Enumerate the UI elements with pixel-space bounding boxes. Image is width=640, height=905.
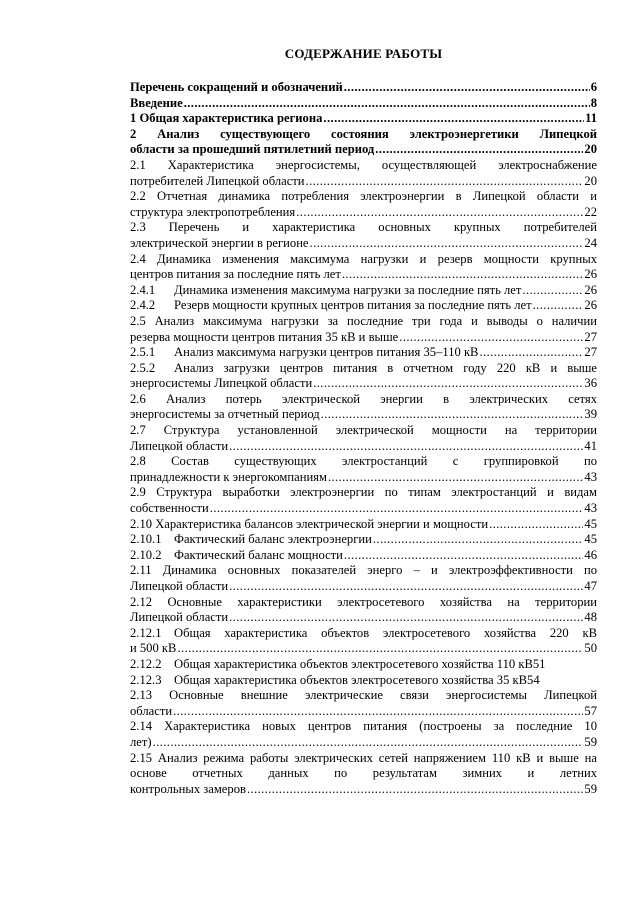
- toc-entry-line: [130, 782, 597, 798]
- toc-entry-title: Фактический баланс электроэнергии: [174, 532, 372, 547]
- toc-page-number: 8: [590, 95, 597, 110]
- toc-entry: [130, 532, 597, 548]
- toc-entry: [130, 563, 597, 594]
- toc-entry-number: 2.4.1: [130, 282, 156, 297]
- dot-leader: [328, 470, 583, 486]
- dot-leader: [313, 376, 583, 392]
- toc-page-number: 59: [584, 734, 597, 749]
- toc-entry-text: Анализ загрузки центров питания в отчетном году 220 кВ и выше: [174, 360, 597, 375]
- toc-page-number: 57: [584, 703, 597, 718]
- toc-entry-text: 2.8 Состав существующих электростанций с группировкой по: [130, 454, 597, 469]
- toc-page-number: 43: [584, 501, 597, 516]
- toc-entry: [130, 423, 597, 454]
- toc-page-number: 27: [584, 345, 597, 360]
- dot-leader: [533, 298, 584, 314]
- dot-leader: [399, 330, 583, 346]
- toc-entry-text: 2.1 Характеристика энергосистемы, осуществляющей электроснабжение: [130, 157, 597, 172]
- dot-leader: [177, 641, 583, 657]
- dot-leader: [153, 735, 584, 751]
- toc-entry-number: 2.4.2: [130, 298, 156, 313]
- toc-entry-line: [130, 673, 597, 689]
- toc-page-number: 46: [584, 547, 597, 562]
- toc-entry-line: [130, 532, 597, 548]
- dot-leader: [375, 142, 583, 158]
- toc-entry-lead: [130, 751, 597, 782]
- toc-entry-lead: [130, 563, 597, 579]
- dot-leader: [173, 704, 583, 720]
- toc-page-number: 11: [585, 111, 597, 126]
- dot-leader: [310, 236, 584, 252]
- toc-entry-line: [130, 517, 597, 533]
- toc-entry: [130, 283, 597, 299]
- toc-entry-line: [130, 407, 597, 423]
- toc-page-number: 51: [532, 656, 546, 671]
- toc-entry: [130, 595, 597, 626]
- toc-entry: [130, 454, 597, 485]
- toc-entry-lead: [130, 220, 597, 236]
- toc-entry: [130, 517, 597, 533]
- toc-entry-number: 2.12.2: [130, 656, 162, 671]
- toc-entry-number: 2.10.2: [130, 547, 162, 562]
- toc-page-number: 27: [584, 329, 597, 344]
- toc-entry: [130, 673, 597, 689]
- dot-leader: [321, 407, 584, 423]
- page-title: СОДЕРЖАНИЕ РАБОТЫ: [284, 46, 443, 61]
- toc-entry-lead: [130, 361, 597, 377]
- toc-page-number: 43: [584, 469, 597, 484]
- toc-entry-title: Введение: [130, 95, 183, 110]
- dot-leader: [342, 267, 584, 283]
- toc-entry-title: Резерв мощности крупных центров питания за последние пять лет: [174, 298, 532, 313]
- dot-leader: [323, 111, 584, 127]
- toc-entry-text: 2.3 Перечень и характеристика основных крупных потребителей: [130, 220, 597, 235]
- toc-entry-text: Общая характеристика объектов электросетевого хозяйства 220 кВ: [174, 625, 597, 640]
- toc-entry-line: [130, 641, 597, 657]
- toc-entry-number: 2.5.2: [130, 360, 156, 375]
- toc-entry-title: структура электропотребления: [130, 204, 296, 219]
- toc-entry-lead: [130, 127, 597, 143]
- toc-page-number: 6: [590, 80, 597, 94]
- toc-entry-line: [130, 501, 597, 517]
- toc-entry-lead: [130, 485, 597, 501]
- toc-entry-line: [130, 610, 597, 626]
- dot-leader: [184, 96, 590, 112]
- toc-entry-line: [130, 142, 597, 158]
- toc-entry-title: центров питания за последние пять лет: [130, 267, 341, 282]
- dot-leader: [247, 782, 583, 798]
- toc-page-number: 26: [584, 298, 597, 313]
- toc-entry-number: 2.12.3: [130, 672, 162, 687]
- toc-page-number: 59: [584, 781, 597, 796]
- toc-page-number: 36: [584, 376, 597, 391]
- toc-page-number: 47: [584, 579, 597, 593]
- dot-leader: [344, 548, 583, 564]
- toc-entry: [130, 688, 597, 719]
- toc-entry-title: собственности: [130, 501, 209, 516]
- toc-entry-number: 2.10.1: [130, 532, 162, 547]
- dot-leader: [229, 439, 583, 455]
- dot-leader: [373, 532, 584, 548]
- toc-entry-title: Липецкой области: [130, 610, 229, 625]
- table-of-contents: [130, 80, 597, 797]
- toc-page-number: 45: [584, 532, 597, 547]
- toc-entry-title: области за прошедший пятилетний период: [130, 142, 375, 157]
- dot-leader: [296, 205, 583, 221]
- toc-entry-line: [130, 735, 597, 751]
- toc-page-number: 41: [584, 438, 597, 453]
- toc-entry-lead: [130, 314, 597, 330]
- toc-entry-title: Перечень сокращений и обозначений: [130, 80, 343, 94]
- toc-page-number: 26: [584, 267, 597, 282]
- toc-entry-line: [130, 205, 597, 221]
- toc-entry: [130, 314, 597, 345]
- toc-entry-title: контрольных замеров: [130, 781, 246, 796]
- toc-entry: [130, 548, 597, 564]
- toc-entry: [130, 392, 597, 423]
- toc-page-number: 39: [584, 407, 597, 422]
- dot-leader: [306, 174, 584, 190]
- toc-entry-line: [130, 439, 597, 455]
- toc-entry-line: [130, 80, 597, 96]
- toc-entry-line: [130, 704, 597, 720]
- toc-entry-line: [130, 345, 597, 361]
- toc-entry-title: Динамика изменения максимума нагрузки за последние пять лет: [174, 282, 522, 297]
- toc-page-number: 22: [584, 204, 597, 219]
- toc-entry-line: [130, 267, 597, 283]
- toc-entry-line: [130, 548, 597, 564]
- toc-entry-lead: [130, 688, 597, 704]
- toc-entry-title: лет): [130, 734, 152, 749]
- dot-leader: [489, 517, 583, 533]
- toc-entry-line: [130, 283, 597, 299]
- toc-entry: [130, 252, 597, 283]
- toc-entry: [130, 158, 597, 189]
- toc-entry-title: потребителей Липецкой области: [130, 173, 305, 188]
- toc-entry-number: 2.5.1: [130, 345, 156, 360]
- dot-leader: [344, 80, 590, 96]
- toc-entry-text: 2 Анализ существующего состояния электроэнергетики Липецкой: [130, 126, 597, 141]
- toc-entry-title: области: [130, 703, 173, 718]
- toc-entry-lead: [130, 189, 597, 205]
- toc-entry-title: 1 Общая характеристика региона: [130, 111, 323, 126]
- toc-entry-title: энергосистемы Липецкой области: [130, 376, 313, 391]
- toc-entry-text: 2.5 Анализ максимума нагрузки за последние три года и выводы о наличии: [130, 313, 597, 328]
- toc-entry-lead: [130, 423, 597, 439]
- toc-entry-line: [130, 111, 597, 127]
- toc-entry: [130, 657, 597, 673]
- toc-page-number: 45: [584, 516, 597, 531]
- toc-entry-text: 2.14 Характеристика новых центров питания (построены за последние 10: [130, 719, 597, 734]
- toc-entry: [130, 80, 597, 96]
- toc-entry-lead: [130, 392, 597, 408]
- toc-entry-line: [130, 376, 597, 392]
- toc-page-number: 26: [584, 282, 597, 297]
- toc-page-number: 20: [584, 142, 597, 157]
- toc-entry-title: Общая характеристика объектов электросетевого хозяйства 110 кВ: [174, 656, 533, 671]
- toc-entry-title: 2.10 Характеристика балансов электрической энергии и мощности: [130, 516, 489, 531]
- toc-entry: [130, 485, 597, 516]
- toc-entry-title: Липецкой области: [130, 579, 229, 593]
- toc-entry-title: энергосистемы за отчетный период: [130, 407, 320, 422]
- toc-entry-text: 2.6 Анализ потерь электрической энергии в электрических сетях: [130, 391, 597, 406]
- dot-leader: [522, 283, 583, 299]
- dot-leader: [229, 610, 583, 626]
- toc-entry-text: 2.15 Анализ режима работы электрических сетей напряжением 110 кВ и выше на основе отчетных данных по результатам зимних и летних: [130, 750, 597, 781]
- toc-entry-text: 2.12 Основные характеристики электросетевого хозяйства на территории: [130, 594, 597, 609]
- toc-entry-lead: [130, 252, 597, 268]
- toc-entry: [130, 719, 597, 750]
- toc-entry-text: 2.2 Отчетная динамика потребления электроэнергии в Липецкой области и: [130, 189, 597, 204]
- toc-entry-text: 2.4 Динамика изменения максимума нагрузки и резерв мощности крупных: [130, 251, 597, 266]
- toc-entry-number: 2.12.1: [130, 625, 162, 640]
- toc-page-number: 50: [584, 641, 597, 656]
- toc-entry: [130, 96, 597, 112]
- toc-page-number: 24: [584, 235, 597, 250]
- toc-entry: [130, 361, 597, 392]
- toc-entry-text: 2.13 Основные внешние электрические связи энергосистемы Липецкой: [130, 688, 597, 703]
- toc-entry: [130, 298, 597, 314]
- toc-entry: [130, 111, 597, 127]
- toc-entry: [130, 220, 597, 251]
- toc-page-number: 20: [584, 173, 597, 188]
- toc-entry-lead: [130, 595, 597, 611]
- toc-entry-text: 2.9 Структура выработки электроэнергии по типам электростанций и видам: [130, 485, 597, 500]
- toc-entry-title: Фактический баланс мощности: [174, 547, 343, 562]
- toc-entry: [130, 626, 597, 657]
- toc-entry-line: [130, 470, 597, 486]
- toc-entry-title: Анализ максимума нагрузки центров питания 35–110 кВ: [174, 345, 479, 360]
- toc-entry: [130, 189, 597, 220]
- toc-entry-lead: [130, 719, 597, 735]
- toc-entry-lead: [130, 626, 597, 642]
- toc-entry-line: [130, 236, 597, 252]
- toc-page-number: 54: [527, 672, 540, 687]
- dot-leader: [210, 501, 584, 517]
- toc-entry-title: принадлежности к энергокомпаниям: [130, 469, 327, 484]
- toc-entry-text: 2.11 Динамика основных показателей энерго – и электроэффективности по: [130, 563, 597, 578]
- toc-entry-title: электрической энергии в регионе: [130, 235, 309, 250]
- toc-entry-lead: [130, 454, 597, 470]
- toc-entry-title: Общая характеристика объектов электросетевого хозяйства 35 кВ: [174, 672, 528, 687]
- toc-entry-title: и 500 кВ: [130, 641, 177, 656]
- toc-entry: [130, 345, 597, 361]
- toc-entry: [130, 127, 597, 158]
- toc-entry-lead: [130, 158, 597, 174]
- toc-entry-line: [130, 330, 597, 346]
- dot-leader: [229, 579, 583, 595]
- toc-entry-line: [130, 579, 597, 595]
- toc-entry-line: [130, 657, 597, 673]
- dot-leader: [479, 345, 583, 361]
- toc-entry-line: [130, 298, 597, 314]
- toc-entry: [130, 751, 597, 798]
- toc-page-number: 48: [584, 610, 597, 625]
- toc-entry-text: 2.7 Структура установленной электрической мощности на территории: [130, 423, 597, 438]
- toc-entry-line: [130, 96, 597, 112]
- toc-entry-line: [130, 174, 597, 190]
- toc-entry-title: резерва мощности центров питания 35 кВ и выше: [130, 329, 399, 344]
- toc-entry-title: Липецкой области: [130, 438, 229, 453]
